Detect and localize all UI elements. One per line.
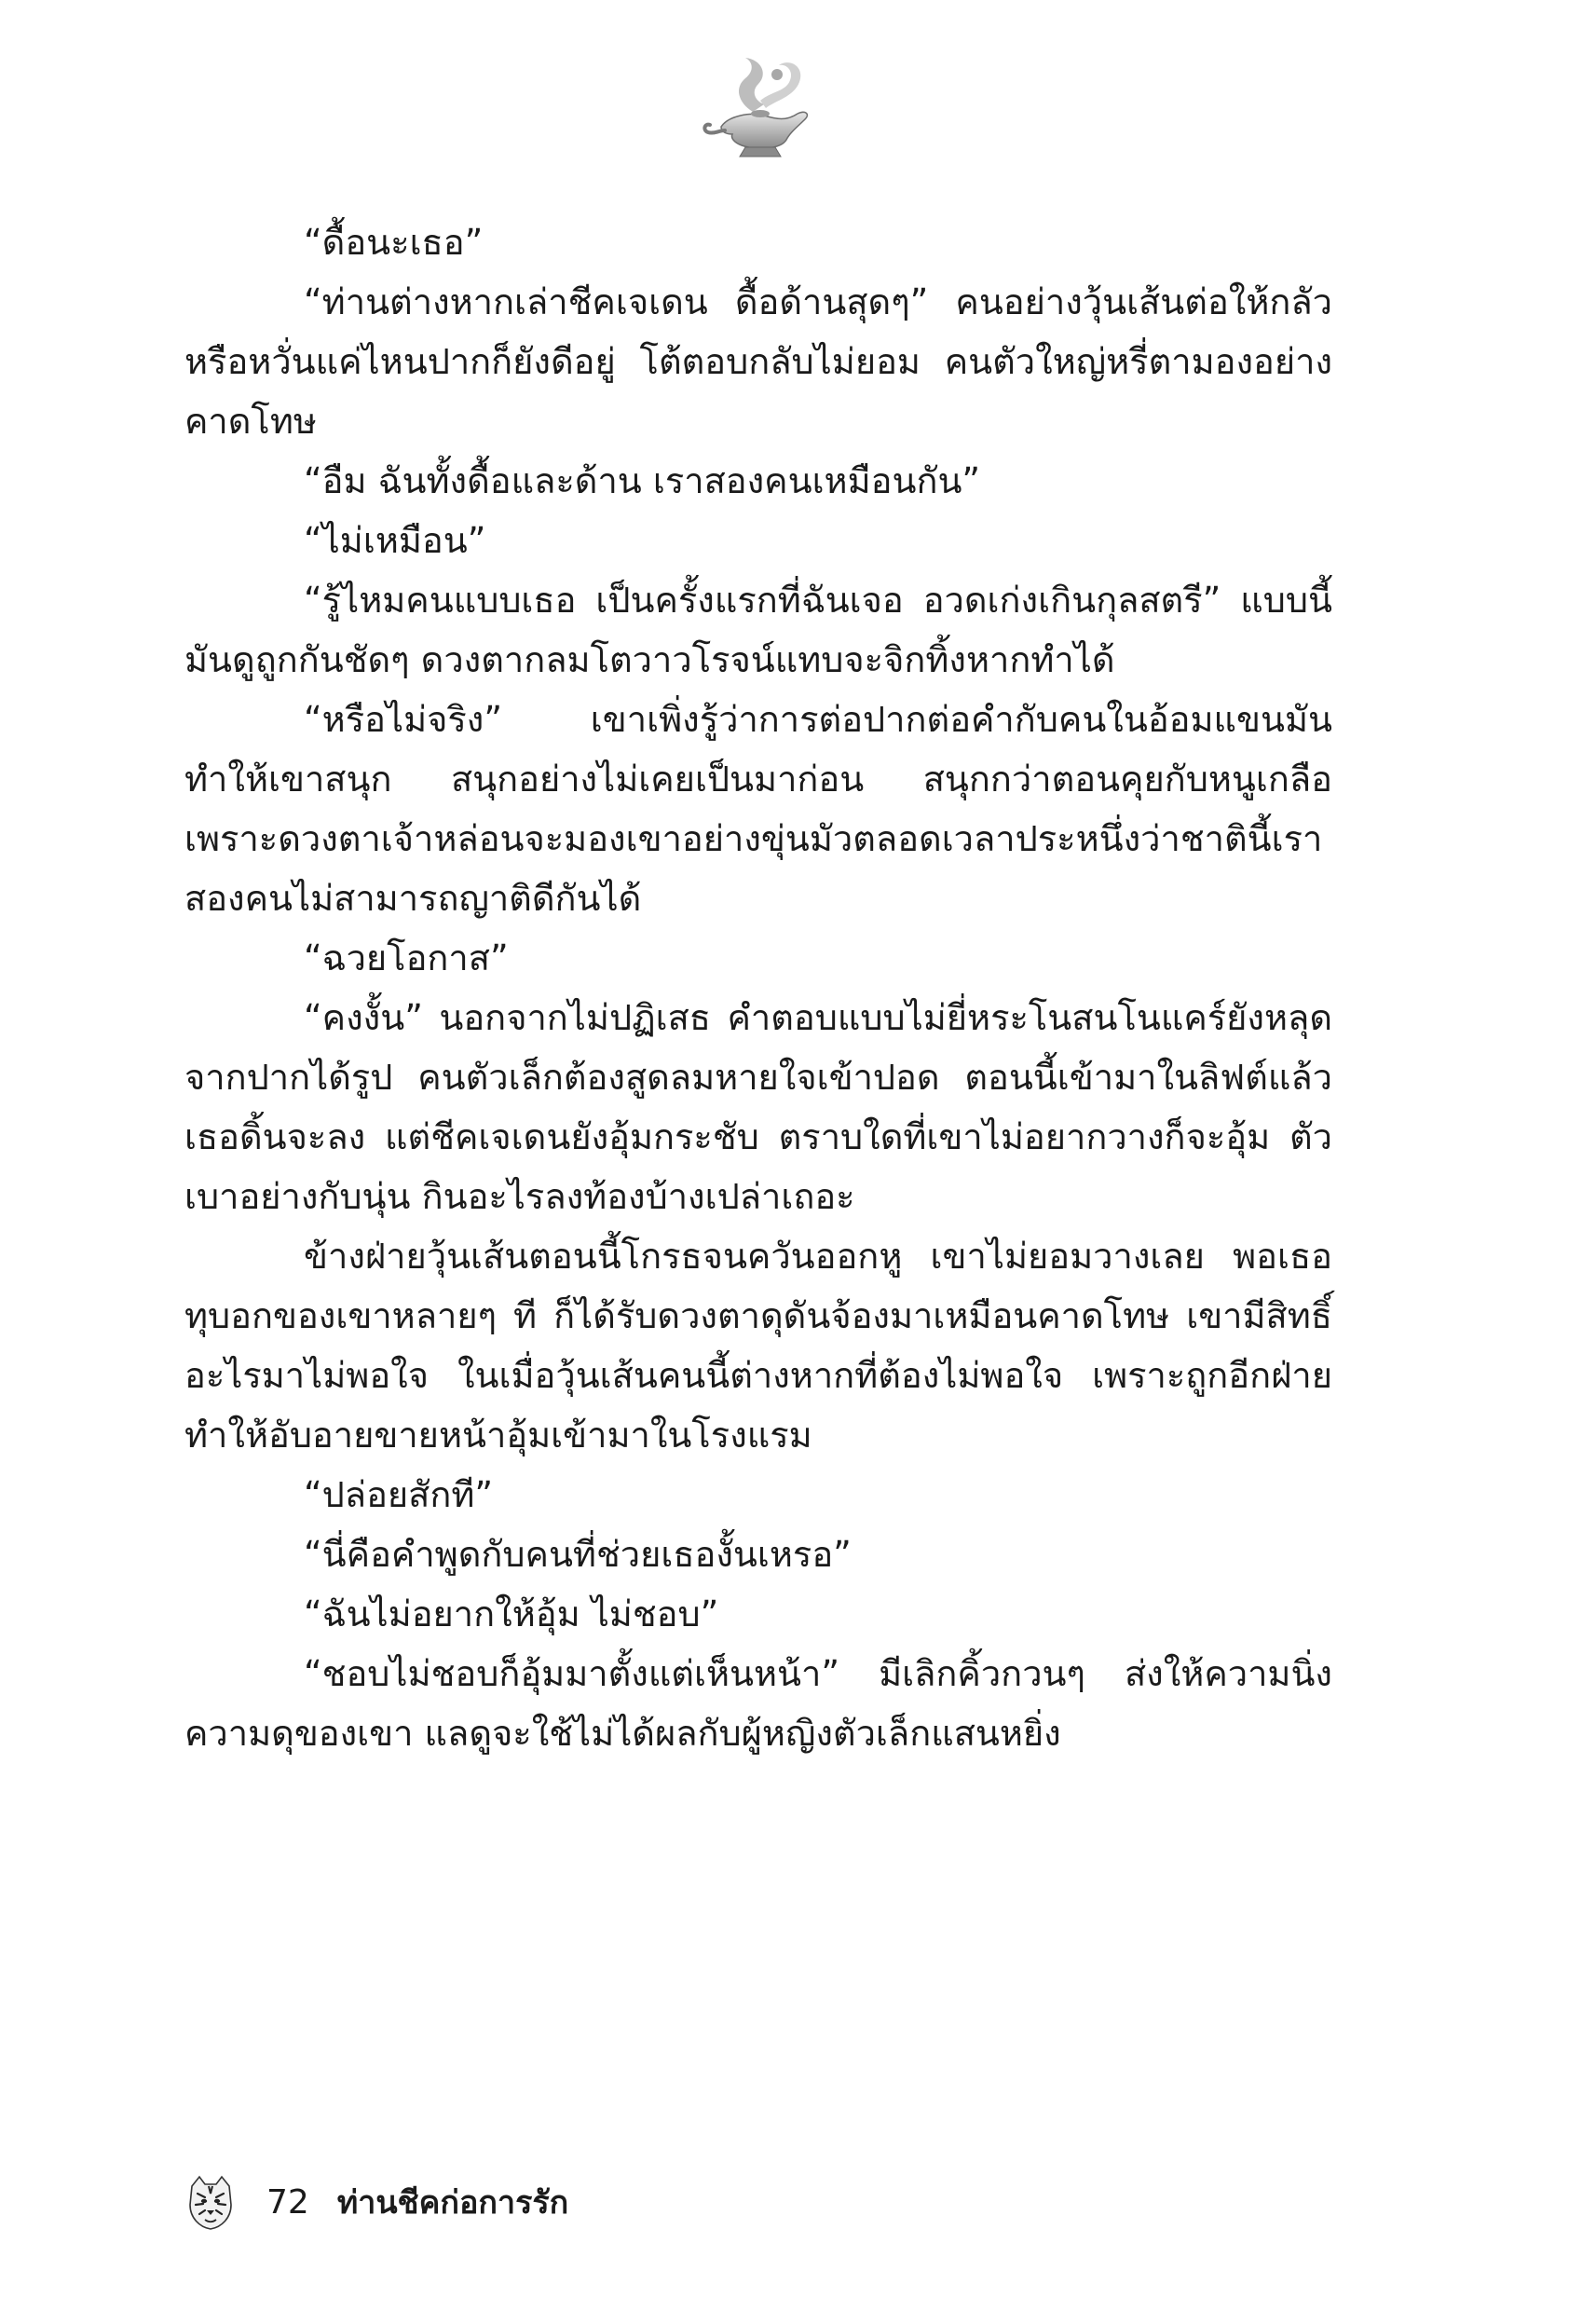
paragraph: “หรือไม่จริง” เขาเพิ่งรู้ว่าการต่อปากต่อคำกับคนในอ้อมแขนมันทำให้เขาสนุก สนุกอย่างไม่เคยเป็นมาก่อน สนุกกว่าตอนคุยกับหนูเกลือ เพราะดวงตาเจ้าหล่อนจะมองเขาอย่างขุ่นมัวตลอดเวลาประหนึ่งว่าชาตินี้เราสองคนไม่สามารถญาติดีกันได้ (184, 699, 1332, 919)
paragraph: “รู้ไหมคนแบบเธอ เป็นครั้งแรกที่ฉันเจอ อวดเก่งเกินกุลสตรี” แบบนี้มันดูถูกกันชัดๆ ดวงตากลมโตวาวโรจน์แทบจะจิกทิ้งหากทำได้ (184, 580, 1332, 680)
paragraph: “นี่คือคำพูดกับคนที่ช่วยเธองั้นเหรอ” (304, 1534, 852, 1575)
paragraph: “ปล่อยสักที” (304, 1474, 494, 1515)
genie-lamp-icon (697, 54, 816, 166)
paragraph: “อืม ฉันทั้งดื้อและด้าน เราสองคนเหมือนกัน” (304, 460, 981, 501)
page-number: 72 (266, 2182, 309, 2222)
tiger-head-icon (186, 2173, 235, 2231)
paragraph: “คงงั้น” นอกจากไม่ปฏิเสธ คำตอบแบบไม่ยี่หระโนสนโนแคร์ยังหลุดจากปากได้รูป คนตัวเล็กต้องสูดลมหายใจเข้าปอด ตอนนี้เข้ามาในลิฟต์แล้ว เธอดิ้นจะลง แต่ชีคเจเดนยังอุ้มกระชับ ตราบใดที่เขาไม่อยากวางก็จะอุ้ม ตัวเบาอย่างกับนุ่น กินอะไรลงท้องบ้างเปล่าเถอะ (184, 997, 1332, 1217)
paragraph: “ฉันไม่อยากให้อุ้ม ไม่ชอบ” (304, 1593, 719, 1634)
paragraph: “ฉวยโอกาส” (304, 937, 509, 978)
paragraph: “ดื้อนะเธอ” (304, 222, 484, 263)
paragraph: “ไม่เหมือน” (304, 520, 486, 561)
page-footer (186, 2169, 568, 2235)
body-text (184, 212, 1332, 1763)
paragraph: “ท่านต่างหากเล่าชีคเจเดน ดื้อด้านสุดๆ” คนอย่างวุ้นเส้นต่อให้กลัวหรือหวั่นแค่ไหนปากก็ยังดีอยู่ โต้ตอบกลับไม่ยอม คนตัวใหญ่หรี่ตามองอย่างคาดโทษ (184, 281, 1332, 442)
book-title: ท่านชีคก่อการรัก (336, 2184, 569, 2222)
paragraph: “ชอบไม่ชอบก็อุ้มมาตั้งแต่เห็นหน้า” มีเลิกคิ้วกวนๆ ส่งให้ความนิ่ง ความดุของเขา แลดูจะใช้ไม่ได้ผลกับผู้หญิงตัวเล็กแสนหยิ่ง (184, 1653, 1332, 1754)
paragraph: ข้างฝ่ายวุ้นเส้นตอนนี้โกรธจนควันออกหู เขาไม่ยอมวางเลย พอเธอทุบอกของเขาหลายๆ ที ก็ได้รับดวงตาดุดันจ้องมาเหมือนคาดโทษ เขามีสิทธิ์อะไรมาไม่พอใจ ในเมื่อวุ้นเส้นคนนี้ต่างหากที่ต้องไม่พอใจ เพราะถูกอีกฝ่ายทำให้อับอายขายหน้าอุ้มเข้ามาในโรงแรม (184, 1236, 1332, 1456)
